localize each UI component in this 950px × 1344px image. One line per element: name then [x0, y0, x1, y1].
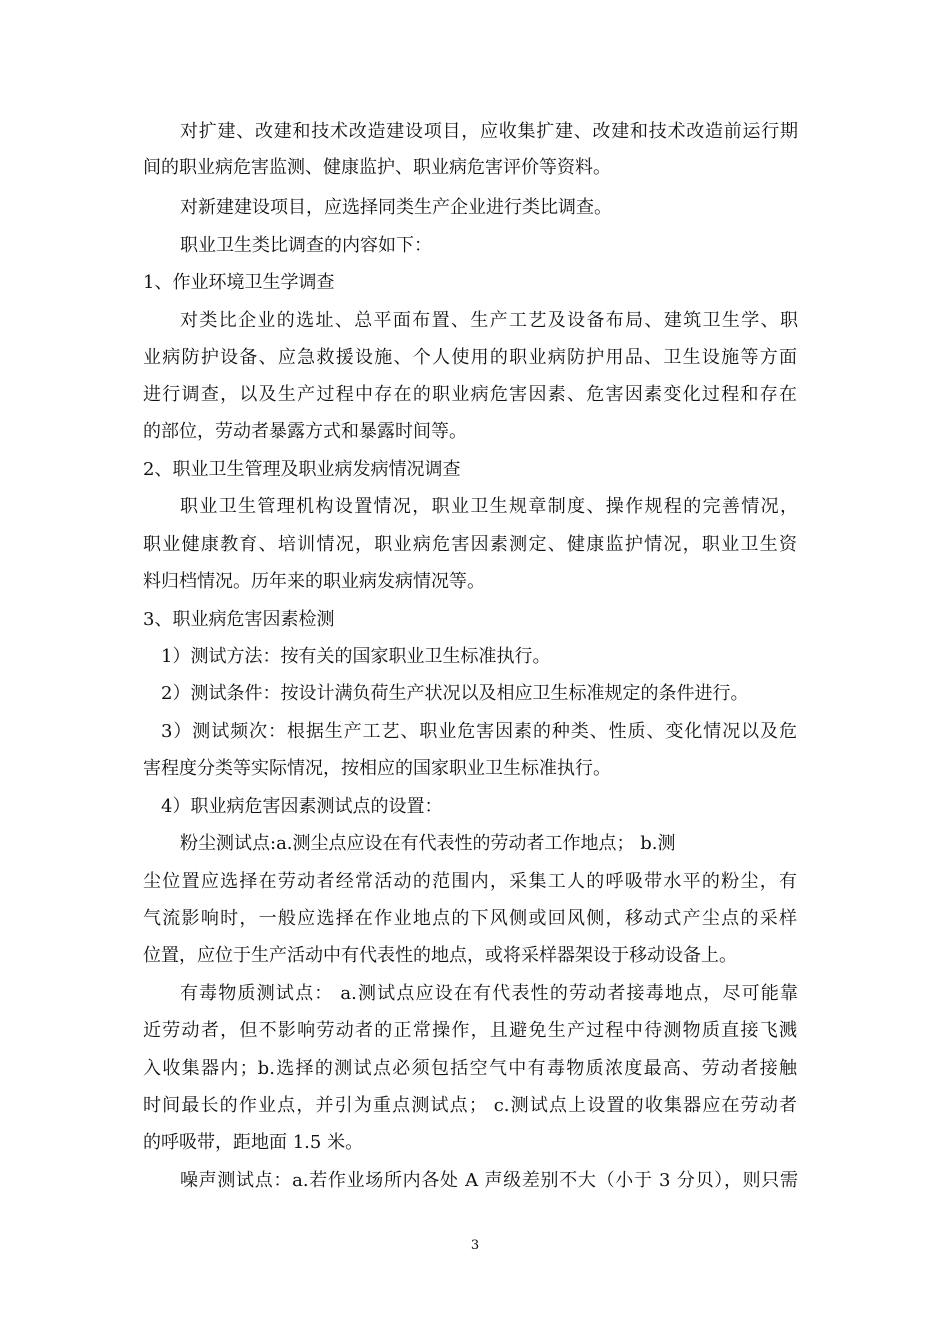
text-line: 有毒物质测试点： a.测试点应设在有代表性的劳动者接毒地点，尽可能靠 — [180, 983, 798, 1004]
text-line: 料归档情况。历年来的职业病发病情况等。 — [143, 571, 485, 592]
text-line: 职业卫生类比调查的内容如下： — [180, 235, 432, 256]
text-line: 气流影响时，一般应选择在作业地点的下风侧或回风侧，移动式产尘点的采样 — [143, 908, 797, 929]
text-line: 对新建建设项目，应选择同类生产企业进行类比调查。 — [180, 197, 612, 218]
text-line: 尘位置应选择在劳动者经常活动的范围内，采集工人的呼吸带水平的粉尘，有 — [143, 871, 797, 892]
text-line: 职业卫生管理机构设置情况，职业卫生规章制度、操作规程的完善情况， — [180, 496, 798, 517]
text-line: 业病防护设备、应急救援设施、个人使用的职业病防护用品、卫生设施等方面 — [143, 347, 797, 368]
text-line: 职业健康教育、培训情况，职业病危害因素测定、健康监护情况，职业卫生资 — [143, 534, 797, 555]
list-item: 2）测试条件：按设计满负荷生产状况以及相应卫生标准规定的条件进行。 — [161, 683, 749, 704]
section-heading: 3、职业病危害因素检测 — [143, 609, 335, 630]
text-line: 的部位，劳动者暴露方式和暴露时间等。 — [143, 421, 467, 442]
text-line: 近劳动者，但不影响劳动者的正常操作，且避免生产过程中待测物质直接飞溅 — [143, 1020, 797, 1041]
section-heading: 1、作业环境卫生学调查 — [143, 272, 335, 293]
text-line: 的呼吸带，距地面 1.5 米。 — [143, 1132, 364, 1153]
list-item: 3）测试频次：根据生产工艺、职业危害因素的种类、性质、变化情况以及危 — [161, 721, 797, 742]
text-line: 入收集器内；b.选择的测试点必须包括空气中有毒物质浓度最高、劳动者接触 — [143, 1058, 797, 1079]
text-line: 时间最长的作业点，并引为重点测试点； c.测试点上设置的收集器应在劳动者 — [143, 1095, 797, 1116]
text-line: 噪声测试点：a.若作业场所内各处 A 声级差别不大（小于 3 分贝），则只需 — [180, 1170, 798, 1191]
list-item: 1）测试方法：按有关的国家职业卫生标准执行。 — [161, 646, 551, 667]
text-line: 对类比企业的选址、总平面布置、生产工艺及设备布局、建筑卫生学、职 — [180, 310, 798, 331]
text-line: 进行调查，以及生产过程中存在的职业病危害因素、危害因素变化过程和存在 — [143, 384, 797, 405]
text-line: 间的职业病危害监测、健康监护、职业病危害评价等资料。 — [143, 157, 611, 178]
text-line: 位置，应位于生产活动中有代表性的地点，或将采样器架设于移动设备上。 — [143, 945, 737, 966]
list-item: 4）职业病危害因素测试点的设置： — [161, 796, 443, 817]
text-line: 粉尘测试点:a.测尘点应设在有代表性的劳动者工作地点； b.测 — [180, 833, 676, 854]
text-line: 对扩建、改建和技术改造建设项目，应收集扩建、改建和技术改造前运行期 — [180, 121, 798, 142]
section-heading: 2、职业卫生管理及职业病发病情况调查 — [143, 459, 461, 480]
page-number: 3 — [470, 1238, 480, 1253]
text-line: 害程度分类等实际情况，按相应的国家职业卫生标准执行。 — [143, 758, 611, 779]
